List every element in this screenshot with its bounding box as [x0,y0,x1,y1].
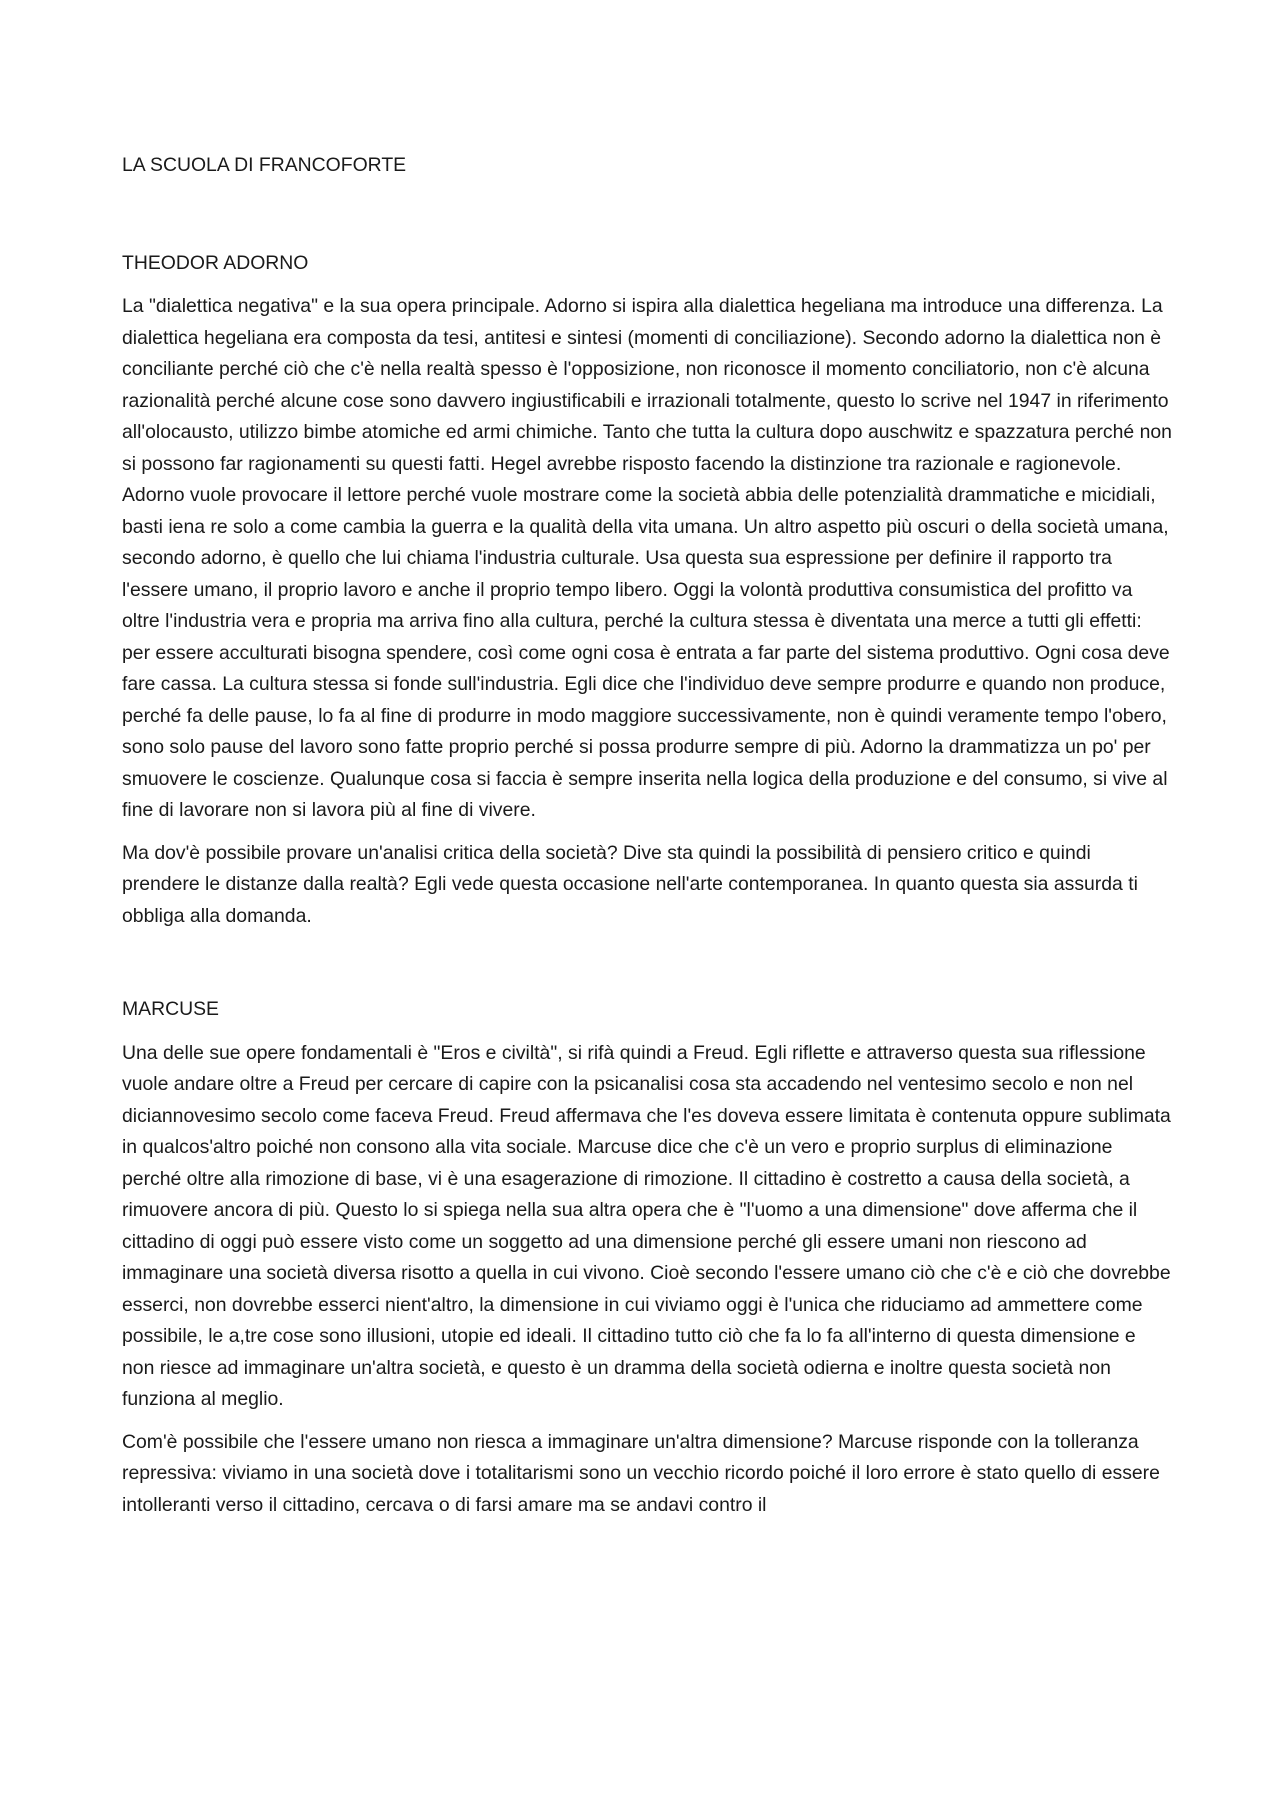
paragraph-marcuse-1: Una delle sue opere fondamentali è "Eros e civiltà", si rifà quindi a Freud. Egli riflette e attraverso questa sua riflessione vuole andare oltre a Freud per cercare di capire con la psicanalisi cosa sta accadendo nel ventesimo secolo e non nel diciannovesimo secolo come faceva Freud. Freud affermava che l'es doveva essere limitata è contenuta oppure sublimata in qualcos'altro poiché non consono alla vita sociale. Marcuse dice che c'è un vero e proprio surplus di eliminazione perché oltre alla rimozione di base, vi è una esagerazione di rimozione. Il cittadino è costretto a causa della società, a rimuovere ancora di più. Questo lo si spiega nella sua altra opera che è "l'uomo a una dimensione" dove afferma che il cittadino di oggi può essere visto come un soggetto ad una dimensione perché gli essere umani non riescono ad immaginare una società diversa risotto a quella in cui vivono. Cioè secondo l'essere umano ciò che c'è e ciò che dovrebbe esserci, non dovrebbe esserci nient'altro, la dimensione in cui viviamo oggi è l'unica che riduciamo ad ammettere come possibile, le a,tre cose sono illusioni, utopie ed ideali. Il cittadino tutto ciò che fa lo fa all'interno di questa dimensione e non riesce ad immaginare un'altra società, e questo è un dramma della società odierna e inoltre questa società non funziona al meglio. [122,1041,1171,1410]
paragraph-adorno-2: Ma dov'è possibile provare un'analisi critica della società? Dive sta quindi la possibilità di pensiero critico e quindi prendere le distanze dalla realtà? Egli vede questa occasione nell'arte contemporanea. In quanto questa sia assurda ti obbliga alla domanda. [122,841,1138,927]
paragraph-marcuse-2: Com'è possibile che l'essere umano non riesca a immaginare un'altra dimensione? Marcuse risponde con la tolleranza repressiva: viviamo in una società dove i totalitarismi sono un vecchio ricordo poiché il loro errore è stato quello di essere intolleranti verso il cittadino, cercava o di farsi amare ma se andavi contro il [122,1430,1160,1516]
document-title: LA SCUOLA DI FRANCOFORTE [122,154,407,176]
section-heading-adorno: THEODOR ADORNO [122,251,309,274]
document-body [122,150,1172,1521]
section-heading-marcuse: MARCUSE [122,998,219,1020]
paragraph-adorno-1: La "dialettica negativa" e la sua opera principale. Adorno si ispira alla dialettica hegeliana ma introduce una differenza. La dialettica hegeliana era composta da tesi, antitesi e sintesi (momenti di conciliazione). Secondo adorno la dialettica non è conciliante perché ciò che c'è nella realtà spesso è l'opposizione, non riconosce il momento conciliatorio, non c'è alcuna razionalità perché alcune cose sono davvero ingiustificabili e irrazionali totalmente, questo lo scrive nel 1947 in riferimento all'olocausto, utilizzo bimbe atomiche ed armi chimiche. Tanto che tutta la cultura dopo auschwitz e spazzatura perché non si possono far ragionamenti su questi fatti. Hegel avrebbe risposto facendo la distinzione tra razionale e ragionevole. Adorno vuole provocare il lettore perché vuole mostrare come la società abbia delle potenzialità drammatiche e micidiali, basti iena re solo a come cambia la guerra e la qualità della vita umana. Un altro aspetto più oscuri o della società umana, secondo adorno, è quello che lui chiama l'industria culturale. Usa questa sua espressione per definire il rapporto tra l'essere umano, il proprio lavoro e anche il proprio tempo libero. Oggi la volontà produttiva consumistica del profitto va oltre l'industria vera e propria ma arriva fino alla cultura, perché la cultura stessa è diventata una merce a tutti gli effetti: per essere acculturati bisogna spendere, così come ogni cosa è entrata a far parte del sistema produttivo. Ogni cosa deve fare cassa. La cultura stessa si fonde sull'industria. Egli dice che l'individuo deve sempre produrre e quando non produce, perché fa delle pause, lo fa al fine di produrre in modo maggiore successivamente, non è quindi veramente tempo l'obero, sono solo pause del lavoro sono fatte proprio perché si possa produrre sempre di più. Adorno la drammatizza un po' per smuovere le coscienze. Qualunque cosa si faccia è sempre inserita nella logica della produzione e del consumo, si vive al fine di lavorare non si lavora più al fine di vivere. [122,295,1172,821]
